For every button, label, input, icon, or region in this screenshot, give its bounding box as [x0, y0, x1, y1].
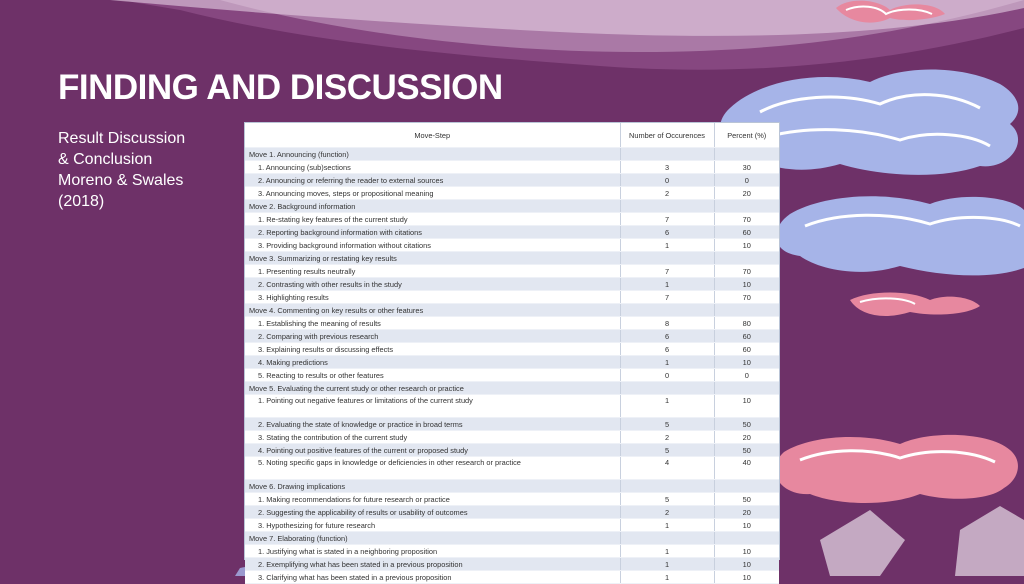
table-row — [245, 444, 779, 457]
step-label: 2. Contrasting with other results in the study — [245, 278, 620, 291]
side-caption-line: & Conclusion — [58, 151, 153, 168]
table-row — [245, 558, 779, 571]
step-label: 1. Announcing (sub)sections — [245, 161, 620, 174]
percent-value: 50 — [714, 444, 779, 457]
table-row — [245, 174, 779, 187]
occurrence-count: 5 — [620, 493, 714, 506]
occurrence-count — [620, 252, 714, 265]
step-label: 2. Exemplifying what has been stated in a previous proposition — [245, 558, 620, 571]
step-label: 3. Explaining results or discussing effects — [245, 343, 620, 356]
percent-value — [714, 304, 779, 317]
step-label: 1. Making recommendations for future research or practice — [245, 493, 620, 506]
table-row — [245, 330, 779, 343]
percent-value: 20 — [714, 506, 779, 519]
table-body — [245, 148, 779, 584]
table-row — [245, 148, 779, 161]
table-row — [245, 480, 779, 493]
percent-value: 10 — [714, 571, 779, 584]
table-row — [245, 545, 779, 558]
percent-value: 80 — [714, 317, 779, 330]
percent-value: 50 — [714, 418, 779, 431]
occurrence-count: 1 — [620, 356, 714, 369]
table-row — [245, 343, 779, 356]
step-label: 3. Clarifying what has been stated in a previous proposition — [245, 571, 620, 584]
column-header-move-step: Move-Step — [245, 123, 620, 148]
occurrence-count: 3 — [620, 161, 714, 174]
occurrence-count: 6 — [620, 226, 714, 239]
table-row — [245, 369, 779, 382]
occurrence-count: 6 — [620, 330, 714, 343]
side-caption — [58, 128, 233, 212]
table-row — [245, 161, 779, 174]
occurrence-count: 0 — [620, 369, 714, 382]
occurrence-count: 1 — [620, 278, 714, 291]
occurrence-count: 7 — [620, 291, 714, 304]
percent-value: 70 — [714, 291, 779, 304]
percent-value: 10 — [714, 239, 779, 252]
occurrence-count — [620, 304, 714, 317]
percent-value: 10 — [714, 278, 779, 291]
table-row — [245, 519, 779, 532]
column-header-percent: Percent (%) — [714, 123, 779, 148]
move-label: Move 3. Summarizing or restating key results — [245, 252, 620, 265]
table-row — [245, 226, 779, 239]
occurrence-count: 1 — [620, 545, 714, 558]
table-row — [245, 317, 779, 330]
step-label: 4. Making predictions — [245, 356, 620, 369]
table-row — [245, 418, 779, 431]
table-row — [245, 239, 779, 252]
percent-value: 0 — [714, 369, 779, 382]
percent-value: 30 — [714, 161, 779, 174]
table-row — [245, 213, 779, 226]
occurrence-count — [620, 532, 714, 545]
step-label: 2. Suggesting the applicability of results or usability of outcomes — [245, 506, 620, 519]
table-row — [245, 187, 779, 200]
percent-value: 10 — [714, 356, 779, 369]
occurrence-count: 5 — [620, 418, 714, 431]
step-label: 4. Pointing out positive features of the current or proposed study — [245, 444, 620, 457]
table-row — [245, 431, 779, 444]
side-caption-line: Result Discussion — [58, 130, 186, 147]
percent-value — [714, 252, 779, 265]
table-row — [245, 356, 779, 369]
percent-value: 50 — [714, 493, 779, 506]
percent-value: 60 — [714, 226, 779, 239]
move-label: Move 5. Evaluating the current study or other research or practice — [245, 382, 620, 395]
occurrence-count: 1 — [620, 519, 714, 532]
occurrence-count: 1 — [620, 239, 714, 252]
table-row — [245, 265, 779, 278]
percent-value: 10 — [714, 519, 779, 532]
percent-value: 70 — [714, 265, 779, 278]
occurrence-count — [620, 382, 714, 395]
table-row — [245, 304, 779, 317]
table-row — [245, 506, 779, 519]
table-row — [245, 200, 779, 213]
step-label: 5. Noting specific gaps in knowledge or deficiencies in other research or practice — [245, 457, 620, 480]
percent-value — [714, 382, 779, 395]
step-label: 3. Stating the contribution of the current study — [245, 431, 620, 444]
step-label: 1. Re-stating key features of the current study — [245, 213, 620, 226]
slide-title: FINDING AND DISCUSSION — [58, 68, 503, 107]
percent-value: 10 — [714, 395, 779, 418]
step-label: 3. Announcing moves, steps or propositional meaning — [245, 187, 620, 200]
table-row — [245, 382, 779, 395]
step-label: 1. Presenting results neutrally — [245, 265, 620, 278]
step-label: 1. Pointing out negative features or limitations of the current study — [245, 395, 620, 418]
occurrence-count: 2 — [620, 431, 714, 444]
percent-value: 20 — [714, 431, 779, 444]
step-label: 2. Reporting background information with citations — [245, 226, 620, 239]
step-label: 3. Hypothesizing for future research — [245, 519, 620, 532]
percent-value: 70 — [714, 213, 779, 226]
percent-value: 0 — [714, 174, 779, 187]
move-label: Move 6. Drawing implications — [245, 480, 620, 493]
percent-value: 20 — [714, 187, 779, 200]
step-label: 1. Justifying what is stated in a neighboring proposition — [245, 545, 620, 558]
occurrence-count: 1 — [620, 571, 714, 584]
occurrence-count: 7 — [620, 265, 714, 278]
percent-value: 60 — [714, 343, 779, 356]
table-row — [245, 252, 779, 265]
step-label: 1. Establishing the meaning of results — [245, 317, 620, 330]
occurrence-count: 7 — [620, 213, 714, 226]
move-label: Move 7. Elaborating (function) — [245, 532, 620, 545]
percent-value — [714, 532, 779, 545]
percent-value — [714, 148, 779, 161]
table-row — [245, 278, 779, 291]
step-label: 2. Announcing or referring the reader to external sources — [245, 174, 620, 187]
occurrence-count: 2 — [620, 506, 714, 519]
occurrence-count: 1 — [620, 558, 714, 571]
column-header-occurrences: Number of Occurences — [620, 123, 714, 148]
move-step-table — [244, 122, 780, 582]
percent-value — [714, 480, 779, 493]
occurrence-count — [620, 480, 714, 493]
occurrence-count: 8 — [620, 317, 714, 330]
step-label: 3. Highlighting results — [245, 291, 620, 304]
occurrence-count — [620, 200, 714, 213]
percent-value: 60 — [714, 330, 779, 343]
step-label: 2. Evaluating the state of knowledge or practice in broad terms — [245, 418, 620, 431]
occurrence-count: 6 — [620, 343, 714, 356]
move-label: Move 1. Announcing (function) — [245, 148, 620, 161]
percent-value: 10 — [714, 558, 779, 571]
table-row — [245, 395, 779, 418]
side-caption-line: Moreno & Swales — [58, 172, 184, 189]
move-label: Move 4. Commenting on key results or other features — [245, 304, 620, 317]
table-row — [245, 493, 779, 506]
table-row — [245, 291, 779, 304]
occurrence-count: 2 — [620, 187, 714, 200]
occurrence-count: 4 — [620, 457, 714, 480]
step-label: 3. Providing background information without citations — [245, 239, 620, 252]
percent-value: 40 — [714, 457, 779, 480]
occurrence-count: 5 — [620, 444, 714, 457]
side-caption-line: (2018) — [58, 193, 105, 210]
occurrence-count — [620, 148, 714, 161]
step-label: 5. Reacting to results or other features — [245, 369, 620, 382]
percent-value: 10 — [714, 545, 779, 558]
table-row — [245, 457, 779, 480]
occurrence-count: 1 — [620, 395, 714, 418]
step-label: 2. Comparing with previous research — [245, 330, 620, 343]
table-row — [245, 532, 779, 545]
table-row — [245, 571, 779, 584]
percent-value — [714, 200, 779, 213]
occurrence-count: 0 — [620, 174, 714, 187]
move-label: Move 2. Background information — [245, 200, 620, 213]
